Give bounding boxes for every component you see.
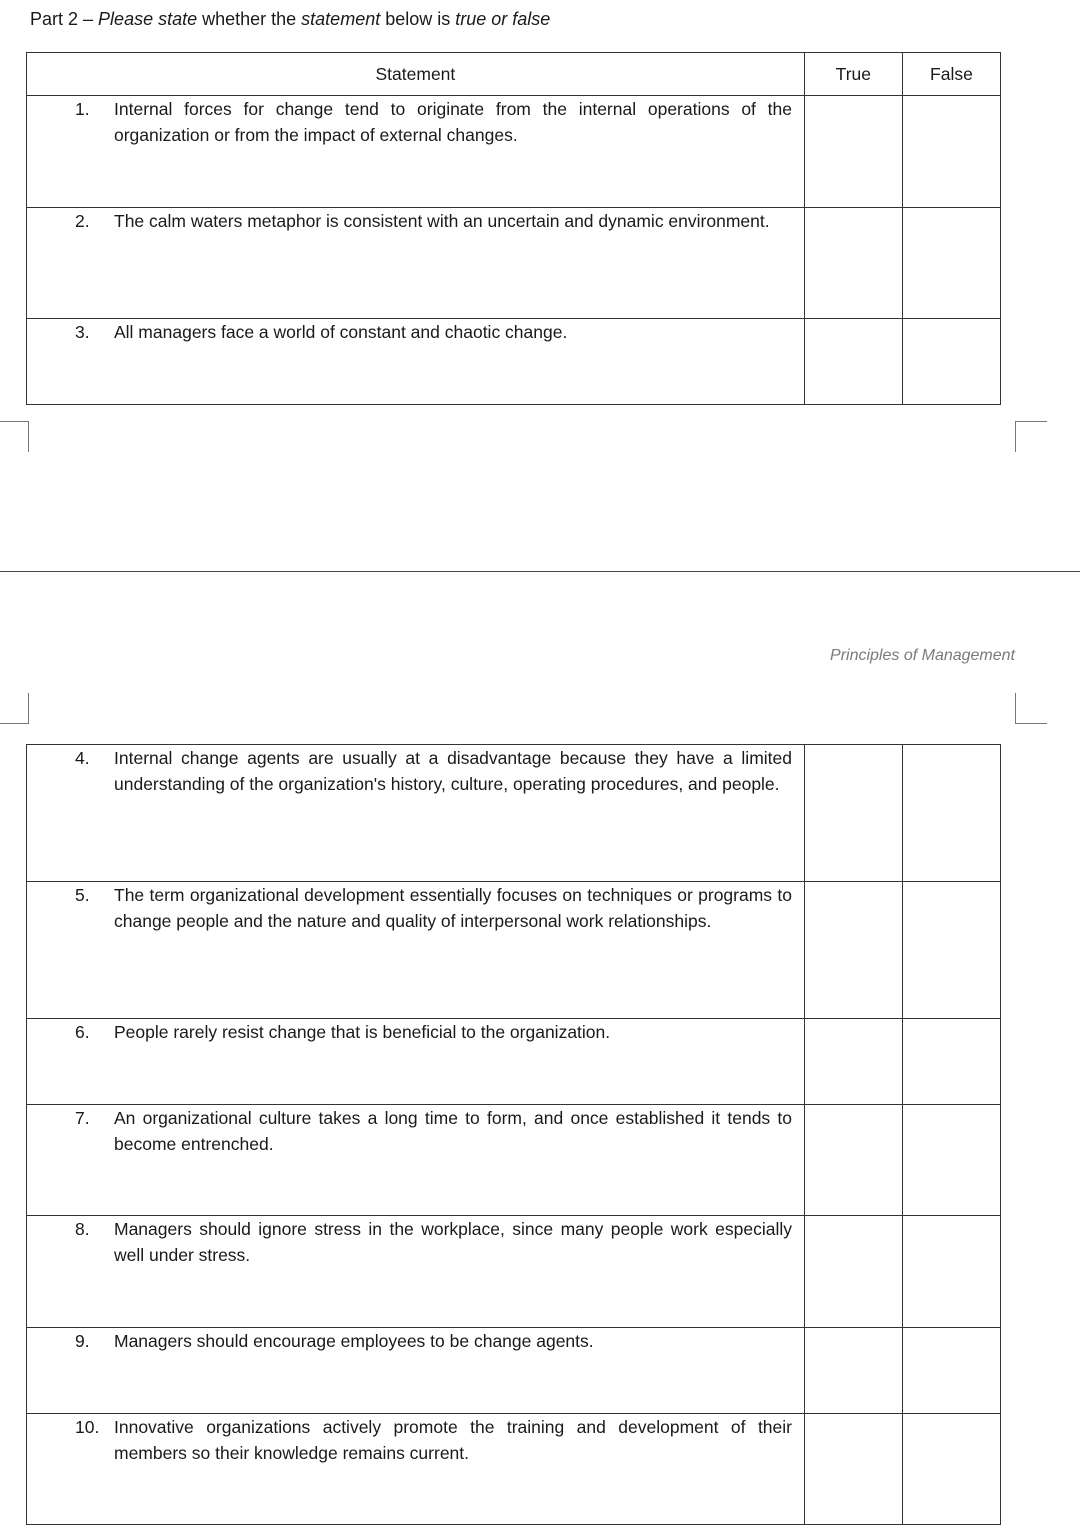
heading-statement-word: statement bbox=[301, 9, 381, 29]
row-number: 7. bbox=[75, 1108, 90, 1128]
row-number: 10. bbox=[75, 1417, 100, 1437]
false-answer-cell[interactable] bbox=[902, 1328, 1000, 1414]
statement-text: Internal forces for change tend to originate from the internal operations of the organization or from the impact of external changes. bbox=[114, 99, 792, 145]
true-answer-cell[interactable] bbox=[804, 1216, 902, 1328]
row-number: 5. bbox=[75, 885, 90, 905]
row-number: 4. bbox=[75, 748, 90, 768]
heading-prefix: Part 2 – bbox=[30, 9, 99, 29]
false-answer-cell[interactable] bbox=[902, 96, 1000, 208]
row-number: 8. bbox=[75, 1219, 90, 1239]
statement-text: Internal change agents are usually at a disadvantage because they have a limited understanding of the organization's history, culture, operating procedures, and people. bbox=[114, 748, 792, 794]
heading-instruction: Please state bbox=[98, 9, 198, 29]
statement-text: People rarely resist change that is beneficial to the organization. bbox=[114, 1022, 611, 1042]
true-answer-cell[interactable] bbox=[804, 96, 902, 208]
true-answer-cell[interactable] bbox=[804, 1328, 902, 1414]
false-answer-cell[interactable] bbox=[902, 882, 1000, 1019]
table-row bbox=[27, 1019, 1001, 1105]
statement-text: Innovative organizations actively promote the training and development of their members so their knowledge remains current. bbox=[114, 1417, 792, 1463]
true-false-table-page2 bbox=[26, 744, 1001, 1525]
true-answer-cell[interactable] bbox=[804, 745, 902, 882]
true-false-table-page1 bbox=[26, 52, 1001, 405]
true-answer-cell[interactable] bbox=[804, 319, 902, 405]
heading-mid1: whether the bbox=[197, 9, 302, 29]
course-footer: Principles of Management bbox=[830, 647, 1015, 664]
crop-mark-bottom-left bbox=[0, 421, 29, 452]
true-answer-cell[interactable] bbox=[804, 1105, 902, 1216]
table-row bbox=[27, 745, 1001, 882]
part-heading bbox=[30, 8, 550, 30]
false-answer-cell[interactable] bbox=[902, 319, 1000, 405]
false-answer-cell[interactable] bbox=[902, 1414, 1000, 1525]
statement-text: An organizational culture takes a long time to form, and once established it tends to become entrenched. bbox=[114, 1108, 792, 1154]
true-answer-cell[interactable] bbox=[804, 208, 902, 319]
statement-text: Managers should encourage employees to be change agents. bbox=[114, 1331, 594, 1351]
row-number: 2. bbox=[75, 211, 90, 231]
row-number: 6. bbox=[75, 1022, 90, 1042]
row-number: 3. bbox=[75, 322, 90, 342]
true-answer-cell[interactable] bbox=[804, 1019, 902, 1105]
row-number: 9. bbox=[75, 1331, 90, 1351]
table-header-row bbox=[27, 53, 1001, 96]
table-row bbox=[27, 208, 1001, 319]
false-answer-cell[interactable] bbox=[902, 745, 1000, 882]
table-row bbox=[27, 1328, 1001, 1414]
false-answer-cell[interactable] bbox=[902, 1019, 1000, 1105]
crop-mark-top-left bbox=[0, 693, 29, 724]
statement-text: All managers face a world of constant and chaotic change. bbox=[114, 322, 568, 342]
heading-true-false: true or false bbox=[455, 9, 551, 29]
table-row bbox=[27, 319, 1001, 405]
statement-text: Managers should ignore stress in the workplace, since many people work especially well under stress. bbox=[114, 1219, 792, 1265]
page-separator bbox=[0, 571, 1080, 572]
true-answer-cell[interactable] bbox=[804, 1414, 902, 1525]
table-row bbox=[27, 1216, 1001, 1328]
table-row bbox=[27, 96, 1001, 208]
header-statement: Statement bbox=[27, 53, 805, 96]
row-number: 1. bbox=[75, 99, 90, 119]
header-false: False bbox=[902, 53, 1000, 96]
statement-text: The calm waters metaphor is consistent with an uncertain and dynamic environment. bbox=[114, 211, 770, 231]
false-answer-cell[interactable] bbox=[902, 1105, 1000, 1216]
header-true: True bbox=[804, 53, 902, 96]
true-answer-cell[interactable] bbox=[804, 882, 902, 1019]
table-row bbox=[27, 1414, 1001, 1525]
table-row bbox=[27, 1105, 1001, 1216]
table-row bbox=[27, 882, 1001, 1019]
crop-mark-bottom-right bbox=[1015, 421, 1047, 452]
statement-text: The term organizational development essentially focuses on techniques or programs to change people and the nature and quality of interpersonal work relationships. bbox=[114, 885, 792, 931]
heading-mid2: below is bbox=[380, 9, 456, 29]
false-answer-cell[interactable] bbox=[902, 1216, 1000, 1328]
false-answer-cell[interactable] bbox=[902, 208, 1000, 319]
crop-mark-top-right bbox=[1015, 693, 1047, 724]
